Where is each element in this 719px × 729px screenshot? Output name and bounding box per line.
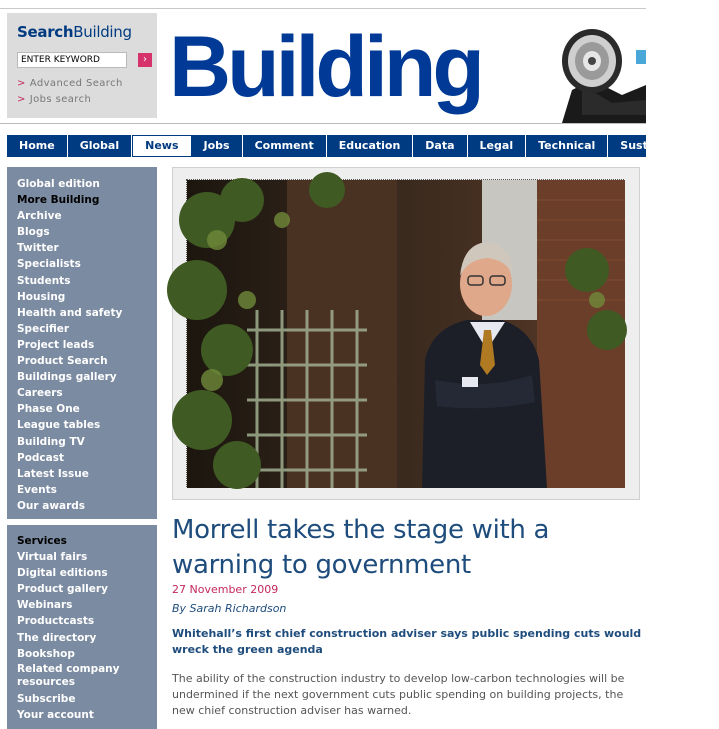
sidebar-services bbox=[7, 525, 157, 729]
sidebar-item-subscribe[interactable]: Subscribe bbox=[17, 692, 76, 705]
sidebar-item-the-directory[interactable]: The directory bbox=[17, 631, 97, 644]
sidebar-item-global-edition[interactable]: Global edition bbox=[17, 178, 100, 190]
sidebar-heading-services: Services bbox=[17, 535, 67, 547]
article-date: 27 November 2009 bbox=[172, 583, 279, 596]
advanced-search-link[interactable]: > Advanced Search bbox=[17, 78, 123, 89]
sidebar-item-building-tv[interactable]: Building TV bbox=[17, 435, 85, 448]
sidebar-item-your-account[interactable]: Your account bbox=[17, 708, 94, 721]
header-divider bbox=[0, 123, 646, 124]
search-go-button[interactable]: › bbox=[138, 53, 152, 67]
sidebar-item-archive[interactable]: Archive bbox=[17, 210, 62, 223]
sidebar-item-related-company-resources[interactable]: Related company resources bbox=[17, 662, 120, 688]
sidebar-item-digital-editions[interactable]: Digital editions bbox=[17, 567, 108, 580]
sidebar-item-bookshop[interactable]: Bookshop bbox=[17, 647, 75, 660]
nav-tab-home[interactable]: Home bbox=[7, 135, 68, 157]
sidebar-item-our-awards[interactable]: Our awards bbox=[17, 499, 86, 512]
megaphone-icon bbox=[552, 25, 646, 123]
sidebar-item-phase-one[interactable]: Phase One bbox=[17, 403, 80, 416]
sidebar-item-events[interactable]: Events bbox=[17, 483, 57, 496]
top-divider bbox=[0, 8, 646, 9]
sidebar-item-careers[interactable]: Careers bbox=[17, 387, 63, 400]
nav-tab-technical[interactable]: Technical bbox=[526, 135, 608, 157]
sidebar-item-league-tables[interactable]: League tables bbox=[17, 419, 101, 432]
sidebar-item-project-leads[interactable]: Project leads bbox=[17, 338, 95, 351]
nav-tab-comment[interactable]: Comment bbox=[243, 135, 327, 157]
sidebar-item-twitter[interactable]: Twitter bbox=[17, 242, 59, 255]
sidebar-item-product-gallery[interactable]: Product gallery bbox=[17, 583, 108, 596]
jobs-search-link[interactable]: > Jobs search bbox=[17, 94, 92, 105]
nav-tab-jobs[interactable]: Jobs bbox=[192, 135, 243, 157]
sidebar-item-students[interactable]: Students bbox=[17, 274, 71, 287]
sidebar-item-more-building[interactable]: More Building bbox=[17, 194, 100, 207]
nav-tab-news[interactable]: News bbox=[132, 135, 191, 157]
nav-tab-sustainability[interactable]: Sustainability bbox=[608, 135, 719, 157]
main-nav bbox=[7, 135, 706, 157]
nav-tab-legal[interactable]: Legal bbox=[468, 135, 527, 157]
sidebar-item-specialists[interactable]: Specialists bbox=[17, 258, 81, 271]
sidebar-item-blogs[interactable]: Blogs bbox=[17, 226, 50, 239]
sidebar-item-buildings-gallery[interactable]: Buildings gallery bbox=[17, 371, 117, 384]
sidebar-item-virtual-fairs[interactable]: Virtual fairs bbox=[17, 551, 88, 564]
article-photo bbox=[186, 179, 624, 487]
sidebar-item-productcasts[interactable]: Productcasts bbox=[17, 615, 95, 628]
sidebar-item-housing[interactable]: Housing bbox=[17, 290, 66, 303]
article-byline[interactable]: By Sarah Richardson bbox=[172, 602, 287, 615]
sidebar-item-webinars[interactable]: Webinars bbox=[17, 599, 73, 612]
search-panel bbox=[7, 13, 157, 118]
article-body: The ability of the construction industry to develop low-carbon technologies will be undermined if the next government cuts public spending on building projects, the new chief construction adviser has warned. bbox=[172, 672, 625, 717]
nav-tab-education[interactable]: Education bbox=[327, 135, 414, 157]
sidebar-item-specifier[interactable]: Specifier bbox=[17, 322, 70, 335]
article-standfirst: Whitehall’s first chief construction adviser says public spending cuts would wreck the green agenda bbox=[172, 627, 642, 656]
search-input[interactable] bbox=[17, 52, 127, 68]
sidebar-item-product-search[interactable]: Product Search bbox=[17, 355, 108, 368]
arrow-icon: > bbox=[17, 94, 26, 105]
sidebar-item-latest-issue[interactable]: Latest Issue bbox=[17, 467, 89, 480]
site-logo[interactable]: Building bbox=[169, 19, 481, 115]
search-title: SearchBuilding bbox=[17, 23, 132, 41]
sidebar-primary bbox=[7, 167, 157, 519]
nav-tab-global[interactable]: Global bbox=[68, 135, 132, 157]
nav-tab-data[interactable]: Data bbox=[413, 135, 467, 157]
article-headline: Morrell takes the stage with a warning to government bbox=[172, 515, 550, 580]
sidebar-item-podcast[interactable]: Podcast bbox=[17, 451, 65, 464]
arrow-icon: > bbox=[17, 78, 26, 89]
sidebar-item-health-and-safety[interactable]: Health and safety bbox=[17, 306, 123, 319]
